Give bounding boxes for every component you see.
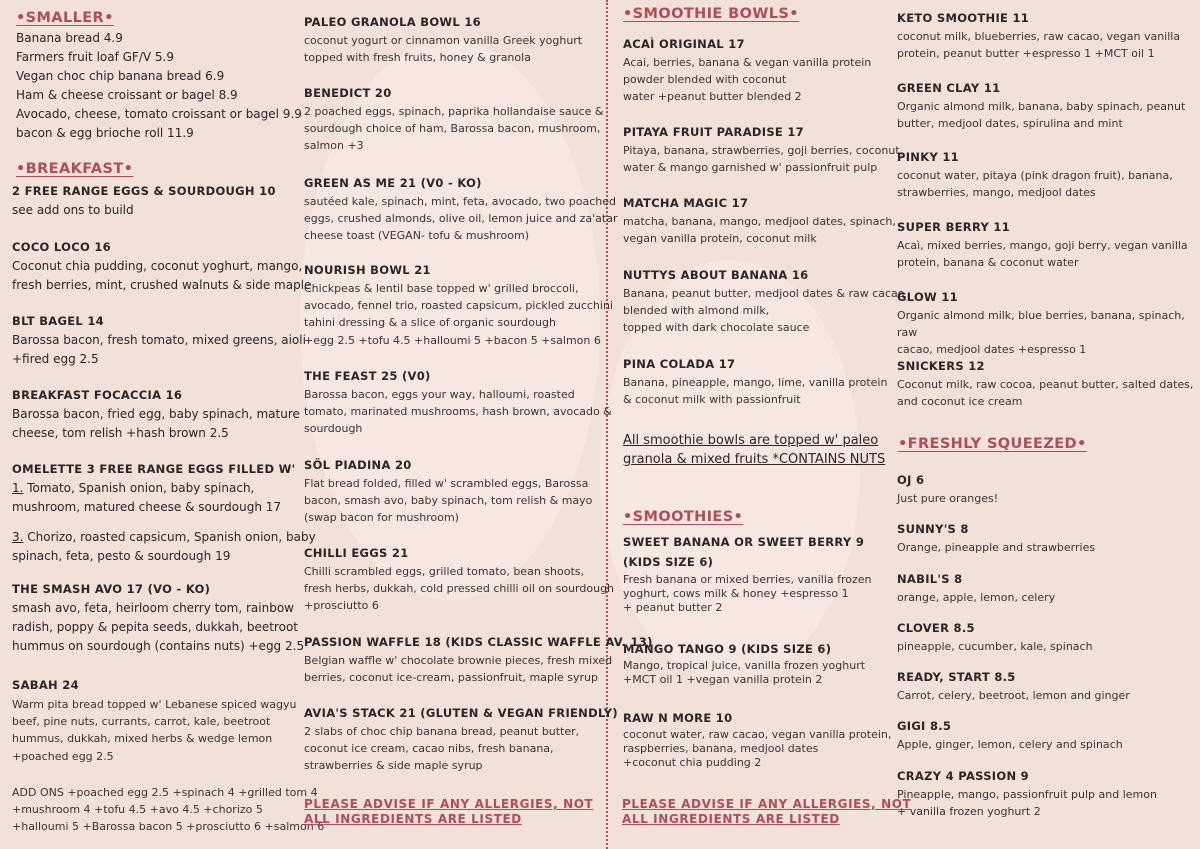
item-title: PASSION WAFFLE 18 (KIDS CLASSIC WAFFLE AV. 13) xyxy=(304,635,653,649)
option-text: Chorizo, roasted capsicum, Spanish onion, baby spinach, feta, pesto & sourdough 19 xyxy=(12,530,316,563)
menu-item-omelette xyxy=(12,462,316,566)
item-title: RAW N MORE 10 xyxy=(623,711,733,725)
item-desc: Banana, pineapple, mango, lime, vanilla protein & coconut milk with passionfruit xyxy=(623,376,888,407)
item-title: NUTTYS ABOUT BANANA 16 xyxy=(623,268,809,282)
item-desc: Banana, peanut butter, medjool dates & raw cacao blended with almond milk, topped with dark chocolate sauce xyxy=(623,287,905,335)
allergy-notice: PLEASE ADVISE IF ANY ALLERGIES, NOT ALL INGREDIENTS ARE LISTED xyxy=(622,797,912,826)
item-title: BENEDICT 20 xyxy=(304,86,392,100)
smoothies-heading: •SMOOTHIES• xyxy=(623,509,744,525)
item-title: AVIA'S STACK 21 (GLUTEN & VEGAN FRIENDLY) xyxy=(304,706,618,720)
menu-item xyxy=(304,635,653,686)
item-desc: Chilli scrambled eggs, grilled tomato, bean shoots, fresh herbs, dukkah, cold pressed chilli oil on sourdough +prosciutto 6 xyxy=(304,565,615,613)
item-desc: pineapple, cucumber, kale, spinach xyxy=(897,640,1093,653)
item-desc: Just pure oranges! xyxy=(897,492,999,505)
item-title: MANGO TANGO 9 (KIDS SIZE 6) xyxy=(623,642,832,656)
item-desc: Barossa bacon, fried egg, baby spinach, mature cheese, tom relish +hash brown 2.5 xyxy=(12,407,300,440)
item-title: KETO SMOOTHIE 11 xyxy=(897,11,1030,25)
item-desc: sautéed kale, spinach, mint, feta, avocado, two poached eggs, crushed almonds, olive oil, lemon juice and za'atar cheese toast (VEGAN- tofu & mushroom) xyxy=(304,195,618,243)
item-title: GIGI 8.5 xyxy=(897,719,952,733)
allergy-notice: PLEASE ADVISE IF ANY ALLERGIES, NOT ALL INGREDIENTS ARE LISTED xyxy=(304,797,594,826)
item-desc: Warm pita bread topped w' Lebanese spiced wagyu beef, pine nuts, currants, carrot, kale, beetroot hummus, dukkah, mixed herbs & wedge lemon +poached egg 2.5 xyxy=(12,698,297,763)
item-title: COCO LOCO 16 xyxy=(12,240,111,254)
item-title: THE FEAST 25 (V0) xyxy=(304,369,431,383)
item-desc: coconut yogurt or cinnamon vanilla Greek yoghurt topped with fresh fruits, honey & granola xyxy=(304,34,583,65)
item-title: MATCHA MAGIC 17 xyxy=(623,196,749,210)
option-text: Tomato, Spanish onion, baby spinach, mushroom, matured cheese & sourdough 17 xyxy=(12,481,282,514)
menu-item xyxy=(897,719,1123,753)
menu-item xyxy=(897,81,1185,132)
item-desc: Coconut milk, raw cocoa, peanut butter, salted dates, and coconut ice cream xyxy=(897,378,1194,409)
option-number: 1. xyxy=(12,481,24,495)
menu-item xyxy=(623,642,865,687)
menu-item xyxy=(304,86,604,155)
menu-item xyxy=(304,369,612,438)
menu-item xyxy=(304,706,618,775)
menu-item xyxy=(897,473,998,507)
item-desc: 2 slabs of choc chip banana bread, peanut butter, coconut ice cream, cacao nibs, fresh banana, strawberries & side maple syrup xyxy=(304,725,580,773)
menu-item xyxy=(623,125,900,176)
item-desc: Acaì, mixed berries, mango, goji berry, vegan vanilla protein, banana & coconut water xyxy=(897,239,1188,270)
item-title: CHILLI EGGS 21 xyxy=(304,546,409,560)
item-title: READY, START 8.5 xyxy=(897,670,1016,684)
menu-item xyxy=(623,268,905,337)
menu-item xyxy=(623,535,872,615)
item-title: PALEO GRANOLA BOWL 16 xyxy=(304,15,481,29)
item-desc: Organic almond milk, blue berries, banana, spinach, raw cacao, medjool dates +espresso 1 xyxy=(897,309,1185,357)
smaller-item: Farmers fruit loaf GF/V 5.9 xyxy=(16,50,174,64)
smoothie-bowls-note: All smoothie bowls are topped w' paleo granola & mixed fruits *CONTAINS NUTS xyxy=(623,433,886,467)
item-title: BLT BAGEL 14 xyxy=(12,314,104,328)
item-desc: Fresh banana or mixed berries, vanilla frozen yoghurt, cows milk & honey +espresso 1 + peanut butter 2 xyxy=(623,573,872,614)
item-title: THE SMASH AVO 17 (VO - KO) xyxy=(12,582,211,596)
smaller-heading: •SMALLER• xyxy=(16,10,114,26)
item-desc: Pitaya, banana, strawberries, goji berries, coconut water & mango garnished w' passionfruit pulp xyxy=(623,144,900,175)
item-title: CLOVER 8.5 xyxy=(897,621,975,635)
menu-item xyxy=(623,357,887,408)
item-desc: matcha, banana, mango, medjool dates, spinach, vegan vanilla protein, coconut milk xyxy=(623,215,896,246)
item-desc: Coconut chia pudding, coconut yoghurt, mango, fresh berries, mint, crushed walnuts & side maple xyxy=(12,259,312,292)
item-title: BREAKFAST FOCACCIA 16 xyxy=(12,388,183,402)
menu-item xyxy=(12,184,276,220)
item-title: CRAZY 4 PASSION 9 xyxy=(897,769,1029,783)
item-desc: Barossa bacon, fresh tomato, mixed greens, aioli +fired egg 2.5 xyxy=(12,333,306,366)
item-title: GLOW 11 xyxy=(897,290,958,304)
item-desc: Acai, berries, banana & vegan vanilla protein powder blended with coconut water +peanut butter blended 2 xyxy=(623,56,872,104)
item-title: SUNNY'S 8 xyxy=(897,522,969,536)
item-title: SNICKERS 12 xyxy=(897,359,985,373)
option-number: 3. xyxy=(12,530,24,544)
item-desc: Chickpeas & lentil base topped w' grilled broccoli, avocado, fennel trio, roasted capsicum, pickled zucchini tahini dressing & a slice of organic sourdough +egg 2.5 +tofu 4.5 +halloumi 5 +bacon 5 +salmon 6 xyxy=(304,282,613,347)
menu-item xyxy=(897,769,1157,820)
item-title: NOURISH BOWL 21 xyxy=(304,263,431,277)
menu-item xyxy=(304,546,614,615)
breakfast-heading: •BREAKFAST• xyxy=(16,161,134,177)
item-desc: coconut water, pitaya (pink dragon fruit), banana, strawberries, mango, medjool dates xyxy=(897,169,1173,200)
menu-item xyxy=(12,582,304,656)
menu-item xyxy=(304,263,613,349)
smaller-item: bacon & egg brioche roll 11.9 xyxy=(16,126,194,140)
menu-item xyxy=(897,290,1200,359)
add-ons: ADD ONS +poached egg 2.5 +spinach 4 +grilled tom 4 +mushroom 4 +tofu 4.5 +avo 4.5 +chorizo 5 +halloumi 5 +Barossa bacon 5 +prosciutto 6 +salmon 6 xyxy=(12,786,325,834)
item-title: SABAH 24 xyxy=(12,678,79,692)
freshly-squeezed-heading: •FRESHLY SQUEEZED• xyxy=(898,436,1087,452)
item-title-kids: (KIDS SIZE 6) xyxy=(623,555,714,569)
item-title: 2 FREE RANGE EGGS & SOURDOUGH 10 xyxy=(12,184,276,198)
smoothie-bowls-heading: •SMOOTHIE BOWLS• xyxy=(623,6,799,22)
menu-item xyxy=(623,196,896,247)
menu-item xyxy=(12,314,306,369)
menu-item xyxy=(897,359,1193,410)
smaller-item: Avocado, cheese, tomato croissant or bagel 9.9 xyxy=(16,107,302,121)
menu-item xyxy=(897,670,1130,704)
item-desc: Apple, ginger, lemon, celery and spinach xyxy=(897,738,1123,751)
item-title: NABIL'S 8 xyxy=(897,572,963,586)
menu-item xyxy=(623,711,891,770)
item-desc: smash avo, feta, heirloom cherry tom, rainbow radish, poppy & pepita seeds, dukkah, beetroot hummus on sourdough (contains nuts) +egg 2.5 xyxy=(12,601,305,653)
item-desc: Organic almond milk, banana, baby spinach, peanut butter, medjool dates, spirulina and mint xyxy=(897,100,1186,131)
menu-item xyxy=(304,15,582,66)
item-title: GREEN AS ME 21 (V0 - KO) xyxy=(304,176,482,190)
item-desc: Barossa bacon, eggs your way, halloumi, roasted tomato, marinated mushrooms, hash brown, avocado & sourdough xyxy=(304,388,612,436)
item-title: PINA COLADA 17 xyxy=(623,357,736,371)
item-title: SWEET BANANA OR SWEET BERRY 9 xyxy=(623,535,865,549)
item-title: GREEN CLAY 11 xyxy=(897,81,1001,95)
item-desc: see add ons to build xyxy=(12,203,134,217)
item-desc: Flat bread folded, filled w' scrambled eggs, Barossa bacon, smash avo, baby spinach, tom relish & mayo (swap bacon for mushroom) xyxy=(304,477,593,525)
item-title: ACAÌ ORIGINAL 17 xyxy=(623,37,745,51)
menu-item xyxy=(897,522,1095,556)
item-desc: Carrot, celery, beetroot, lemon and ginger xyxy=(897,689,1130,702)
item-title: SUPER BERRY 11 xyxy=(897,220,1011,234)
menu-item xyxy=(897,11,1180,62)
menu-item xyxy=(897,572,1055,606)
menu-item xyxy=(623,37,871,106)
menu-item xyxy=(897,220,1188,271)
item-desc: orange, apple, lemon, celery xyxy=(897,591,1056,604)
item-title: PINKY 11 xyxy=(897,150,959,164)
item-desc: Mango, tropical juice, vanilla frozen yoghurt +MCT oil 1 +vegan vanilla protein 2 xyxy=(623,659,866,686)
menu-item xyxy=(12,388,300,443)
item-title: PITAYA FRUIT PARADISE 17 xyxy=(623,125,804,139)
menu-item xyxy=(304,458,592,527)
item-title: OMELETTE 3 FREE RANGE EGGS FILLED W' xyxy=(12,462,296,476)
item-desc: coconut water, raw cacao, vegan vanilla protein, raspberries, banana, medjool dates +coconut chia pudding 2 xyxy=(623,728,892,769)
menu-item xyxy=(12,240,311,295)
omelette-option-2 xyxy=(12,528,316,566)
menu-item xyxy=(897,621,1093,655)
smaller-item: Banana bread 4.9 xyxy=(16,31,123,45)
item-desc: Belgian waffle w' chocolate brownie pieces, fresh mixed berries, coconut ice-cream, passionfruit, maple syrup xyxy=(304,654,613,685)
smaller-item: Ham & cheese croissant or bagel 8.9 xyxy=(16,88,238,102)
item-title: OJ 6 xyxy=(897,473,925,487)
omelette-option-1 xyxy=(12,479,316,517)
item-desc: Pineapple, mango, passionfruit pulp and lemon + vanilla frozen yoghurt 2 xyxy=(897,788,1157,819)
item-title: SÖL PIADINA 20 xyxy=(304,458,412,472)
menu-item xyxy=(897,150,1173,201)
item-desc: coconut milk, blueberries, raw cacao, vegan vanilla protein, peanut butter +espresso 1 +MCT oil 1 xyxy=(897,30,1181,61)
item-desc: Orange, pineapple and strawberries xyxy=(897,541,1096,554)
smaller-item: Vegan choc chip banana bread 6.9 xyxy=(16,69,225,83)
menu-item xyxy=(304,176,618,245)
item-desc: 2 poached eggs, spinach, paprika hollandaise sauce & sourdough choice of ham, Barossa bacon, mushroom, salmon +3 xyxy=(304,105,604,153)
smaller-section xyxy=(16,10,302,143)
menu-item xyxy=(12,678,297,765)
